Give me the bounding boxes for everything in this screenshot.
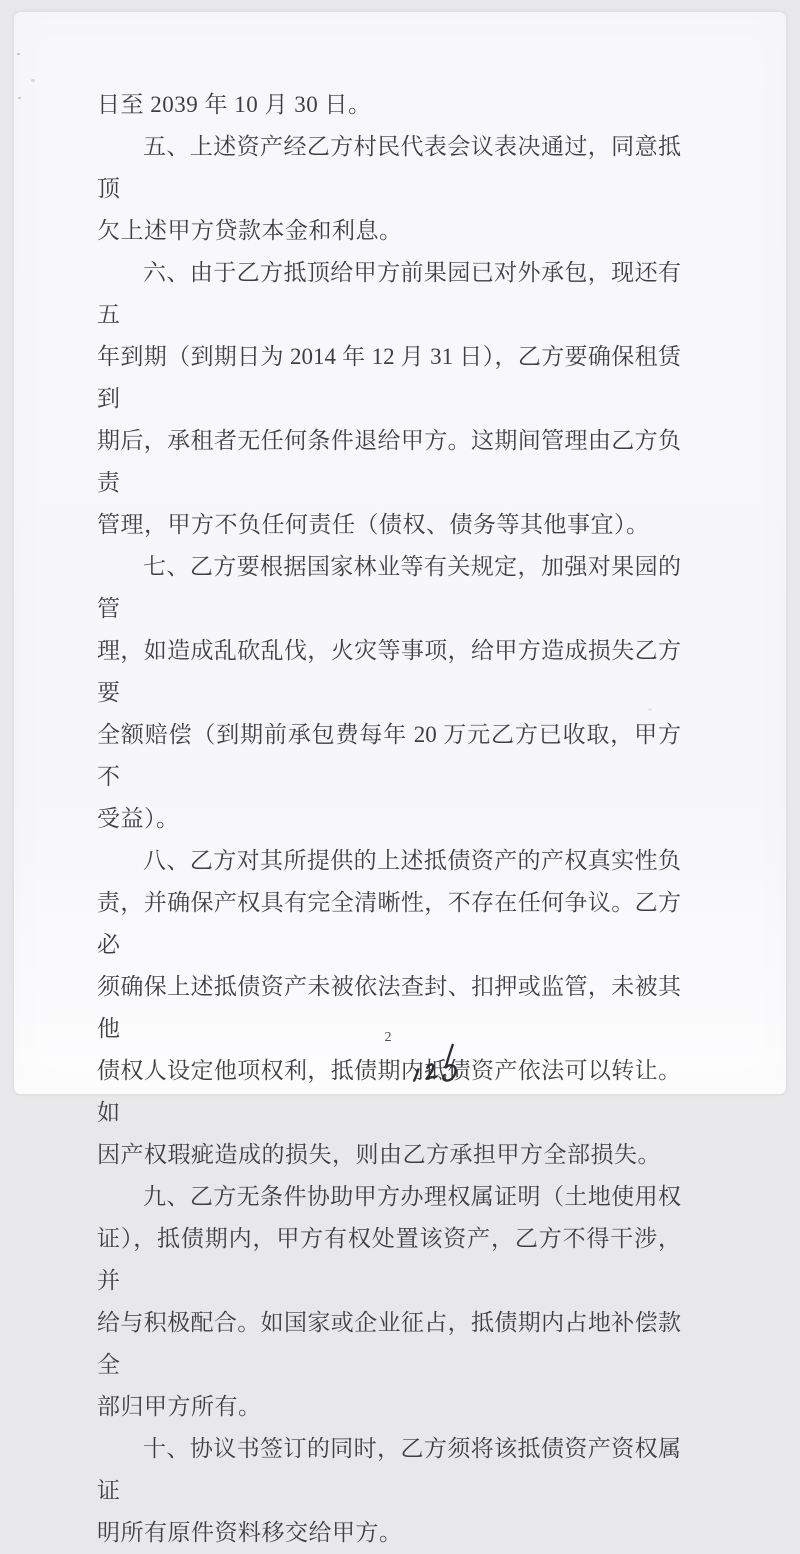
handwritten-number (400, 1036, 473, 1093)
text-line: 五、上述资产经乙方村民代表会议表决通过，同意抵顶 (97, 134, 681, 201)
document-page (14, 12, 786, 1545)
text-line: 证），抵债期内，甲方有权处置该资产，乙方不得干涉，并 (97, 1226, 681, 1293)
page-number: 2 (384, 1030, 392, 1045)
text-line: 七、乙方要根据国家林业等有关规定，加强对果园的管 (97, 554, 681, 621)
text-line: 欠上述甲方贷款本金和利息。 (97, 218, 403, 243)
text-line: 八、乙方对其所提供的上述抵债资产的产权真实性负 (143, 848, 681, 873)
text-line: 明所有原件资料移交给甲方。 (97, 1520, 403, 1545)
text-line: 九、乙方无条件协助甲方办理权属证明（土地使用权 (143, 1184, 681, 1209)
text-line: 责，并确保产权具有完全清晰性，不存在任何争议。乙方必 (97, 890, 681, 957)
text-line: 十、协议书签订的同时，乙方须将该抵债资产资权属证 (97, 1436, 681, 1503)
text-line: 六、由于乙方抵顶给甲方前果园已对外承包，现还有五 (97, 260, 681, 327)
text-line: 期后，承租者无任何条件退给甲方。这期间管理由乙方负责 (97, 428, 681, 495)
text-line: 年到期（到期日为 2014 年 12 月 31 日），乙方要确保租赁到 (97, 344, 681, 411)
text-line: 理，如造成乱砍乱伐，火灾等事项，给甲方造成损失乙方要 (97, 638, 681, 705)
scan-speck (648, 708, 652, 711)
text-line: 受益）。 (97, 806, 180, 831)
scan-speck (18, 97, 21, 99)
text-line: 给与积极配合。如国家或企业征占，抵债期内占地补偿款全 (97, 1310, 681, 1377)
text-line: 债权人设定他项权利，抵债期内抵债资产依法可以转让。如 (97, 1058, 681, 1125)
text-line: 须确保上述抵债资产未被依法查封、扣押或监管，未被其他 (97, 974, 681, 1041)
text-line: 因产权瑕疵造成的损失，则由乙方承担甲方全部损失。 (97, 1142, 661, 1167)
text-line: 管理，甲方不负任何责任（债权、债务等其他事宜）。 (97, 512, 650, 537)
contract-text (97, 84, 681, 1554)
text-line: 日至 2039 年 10 月 30 日。 (97, 92, 372, 117)
text-line: 全额赔偿（到期前承包费每年 20 万元乙方已收取，甲方不 (97, 722, 681, 789)
scan-speck (31, 79, 35, 82)
scan-speck (17, 53, 20, 55)
text-line: 部归甲方所有。 (97, 1394, 262, 1419)
